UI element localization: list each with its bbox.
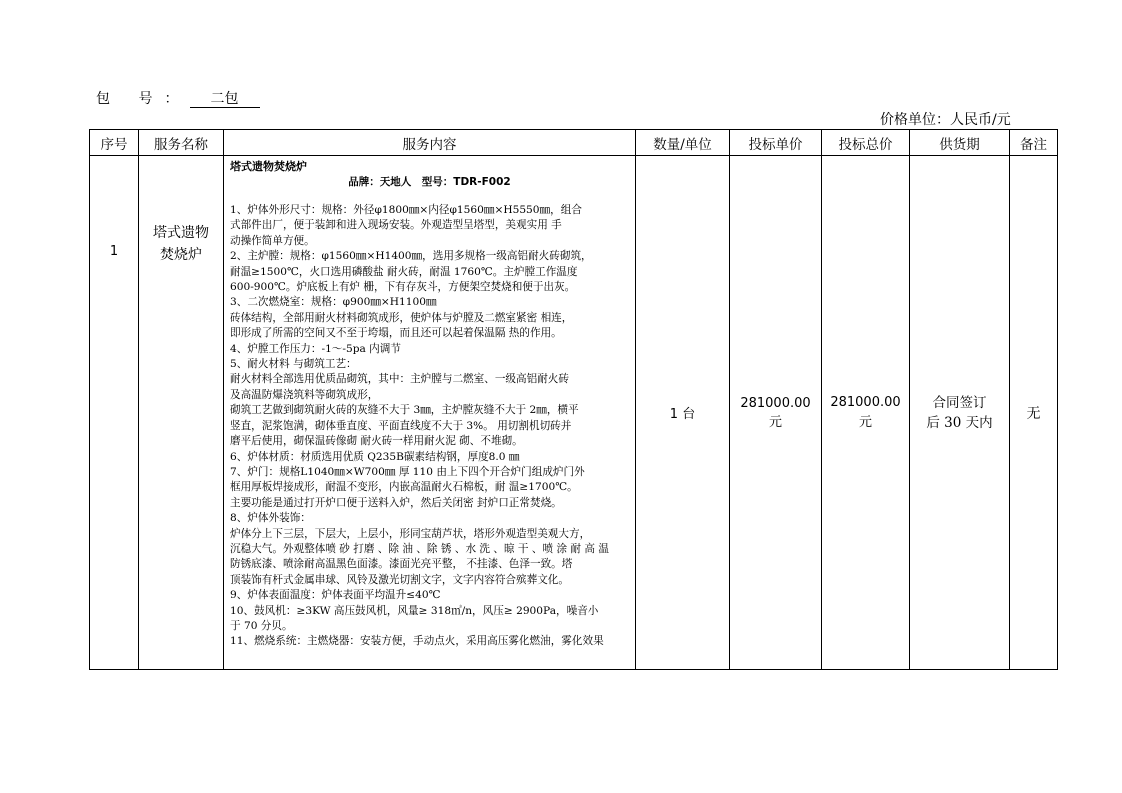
content-lines [230,203,629,650]
delivery-line2: 后 30 天内 [926,414,993,431]
price-unit: 价格单位：人民币/元 [880,112,1011,128]
row-quantity: 1 台 [636,156,730,670]
header-service-name: 服务名称 [139,130,224,156]
content-line: 即形成了所需的空间又不至于垮塌，而且还可以起着保温隔 热的作用。 [230,327,562,340]
content-line: 砌筑工艺做到砌筑耐火砖的灰缝不大于 3㎜，主炉膛灰缝不大于 2㎜，横平 [230,404,579,417]
header-delivery: 供货期 [910,130,1010,156]
total-price-line1: 281000.00 [830,394,901,410]
package-label: 包 号： [96,91,191,107]
row-remark: 无 [1010,156,1058,670]
header-service-content: 服务内容 [224,130,636,156]
header-index: 序号 [90,130,139,156]
content-line: 动操作简单方便。 [230,234,315,247]
row-service-name [139,156,224,670]
header-remark: 备注 [1010,130,1058,156]
row-service-content [224,156,636,670]
content-line: 9、炉体表面温度：炉体表面平均温升≤40℃ [230,589,441,602]
content-line: 沉稳大气。外观整体喷 砂 打磨 、除 油 、除 锈 、水 洗 、晾 干 、喷 涂 耐 高 温 [230,542,609,555]
total-price-line2: 元 [858,414,872,430]
service-name-line2: 焚烧炉 [160,247,202,263]
content-line: 6、炉体材质：材质选用优质 Q235B碳素结构钢，厚度8.0 ㎜ [230,450,520,463]
content-line: 4、炉膛工作压力：-1～-5pa 内调节 [230,342,401,355]
content-line: 8、炉体外装饰： [230,512,311,525]
package-line [96,88,260,108]
content-line: 1、炉体外形尺寸：规格：外径φ1800㎜×内径φ1560㎜×H5550㎜，组合 [230,204,582,216]
content-line: 7、炉门：规格L1040㎜×W700㎜ 厚 110 由上下四个开合炉门组成炉门外 [230,465,585,478]
row-total-price [822,156,910,670]
content-line: 2、主炉膛：规格：φ1560㎜×H1400㎜，选用多规格一级高铝耐火砖砌筑， [230,250,592,263]
content-line: 式部件出厂，便于装卸和进入现场安装。外观造型呈塔型，美观实用 手 [230,219,562,232]
row-unit-price: 281000.00 元 [730,156,822,670]
content-title: 塔式遗物焚烧炉 [230,160,307,173]
content-line: 顶装饰有杆式金属串球、风铃及激光切割文字，文字内容符合殡葬文化。 [230,573,569,586]
content-subtitle: 品牌：天地人 型号：TDR-F002 [348,176,511,188]
content-line: 11、燃烧系统：主燃烧器：安装方便，手动点火，采用高压雾化燃油，雾化效果 [230,635,604,648]
content-line: 防锈底漆、喷涂耐高温黑色面漆。漆面光亮平整， 不挂漆、色泽一致。塔 [230,558,573,571]
content-line: 耐温≥1500℃，火口选用磷酸盐 耐火砖，耐温 1760℃。主炉膛工作温度 [230,265,578,278]
content-line: 10、鼓风机：≥3KW 高压鼓风机，风量≥ 318㎥/n，风压≥ 2900Pa，噪音小 [230,604,599,617]
row-delivery [910,156,1010,670]
content-line: 框用厚板焊接成形，耐温不变形，内嵌高温耐火石棉板，耐 温≥1700℃。 [230,481,578,494]
header-total-price: 投标总价 [822,130,910,156]
content-line: 于 70 分贝。 [230,619,293,632]
content-line: 磨平后使用，砌保温砖像砌 耐火砖一样用耐火泥 砌、不堆砌。 [230,435,523,448]
content-line: 耐火材料全部选用优质品砌筑，其中：主炉膛与二燃室、一级高铝耐火砖 [230,373,569,386]
table-row [90,156,1058,670]
content-line: 5、耐火材料 与砌筑工艺： [230,358,357,371]
delivery-line1: 合同签订 [932,394,987,411]
content-line: 主要功能是通过打开炉口便于送料入炉，然后关闭密 封炉口正常焚烧。 [230,496,562,509]
header-row [90,130,1058,156]
header-quantity: 数量/单位 [636,130,730,156]
quotation-table [89,129,1058,670]
content-line: 砖体结构，全部用耐火材料砌筑成形，使炉体与炉膛及二燃室紧密 相连， [230,311,573,324]
content-line: 及高温防爆浇筑料等砌筑成形， [230,388,379,401]
content-line: 3、二次燃烧室：规格：φ900㎜×H1100㎜ [230,296,437,309]
content-line: 炉体分上下三层，下层大，上层小，形同宝葫芦状，塔形外观造型美观大方， [230,527,591,540]
service-name-line1: 塔式遗物 [153,225,209,241]
content-line: 600-900℃。炉底板上有炉 栅，下有存灰斗，方便架空焚烧和便于出灰。 [230,281,576,294]
row-index: 1 [90,156,139,670]
content-line: 竖直，泥浆饱满，砌体垂直度、平面直线度不大于 3%。 用切割机切砖并 [230,419,572,432]
header-unit-price: 投标单价 [730,130,822,156]
package-value: 二包 [190,91,260,108]
